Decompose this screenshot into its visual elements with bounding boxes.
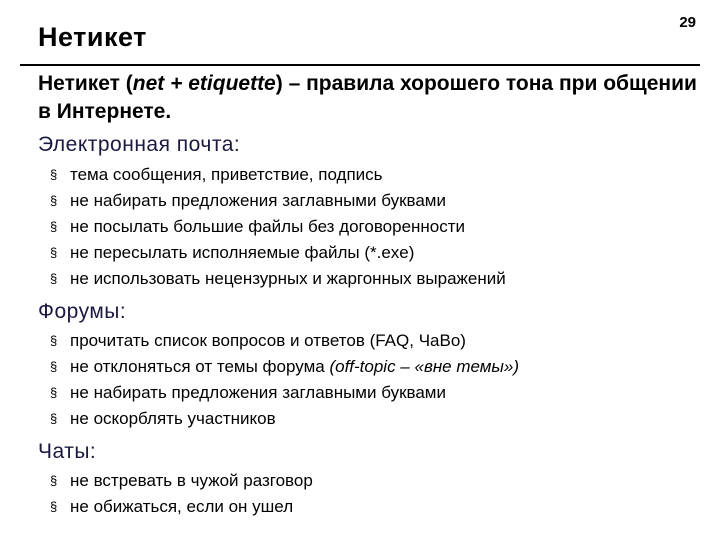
- intro-origin: net + etiquette: [132, 72, 276, 95]
- list-item: § не посылать большие файлы без договоренности: [50, 217, 466, 236]
- list-item: § не набирать предложения заглавными буквами: [50, 383, 446, 402]
- email-list: [50, 162, 506, 292]
- intro-definition: [38, 70, 698, 126]
- list-item: § не встревать в чужой разговор: [50, 471, 313, 490]
- section-sign-icon: §: [50, 473, 58, 488]
- section-sign-icon: §: [50, 167, 58, 182]
- intro-open-paren: (: [119, 72, 133, 95]
- list-item: § не пересылать исполняемые файлы (*.exe): [50, 243, 415, 262]
- section-sign-icon: §: [50, 271, 58, 286]
- section-sign-icon: §: [50, 245, 58, 260]
- email-heading: Электронная почта:: [38, 133, 241, 156]
- section-sign-icon: §: [50, 411, 58, 426]
- section-sign-icon: §: [50, 359, 58, 374]
- intro-definition-text: – правила хорошего тона при общении в Интернете.: [38, 72, 697, 123]
- forums-list: [50, 328, 519, 432]
- section-sign-icon: §: [50, 333, 58, 348]
- section-sign-icon: §: [50, 385, 58, 400]
- list-item: § не оскорблять участников: [50, 409, 276, 428]
- list-item: § не обижаться, если он ушел: [50, 497, 294, 516]
- list-item: § не отклоняться от темы форума (off-topic – «вне темы»): [50, 357, 520, 376]
- chats-heading: Чаты:: [38, 440, 97, 463]
- section-sign-icon: §: [50, 193, 58, 208]
- section-sign-icon: §: [50, 499, 58, 514]
- chats-list: [50, 468, 313, 520]
- section-sign-icon: §: [50, 219, 58, 234]
- list-item: § прочитать список вопросов и ответов (FAQ, ЧаВо): [50, 331, 466, 350]
- slide-title: Нетикет: [38, 22, 147, 52]
- intro-term: Нетикет: [38, 72, 120, 95]
- page-number: 29: [679, 14, 696, 31]
- title-divider: [20, 64, 700, 66]
- intro-close-paren: ): [275, 72, 283, 95]
- list-item: § не использовать нецензурных и жаргонных выражений: [50, 269, 506, 288]
- list-item: § не набирать предложения заглавными буквами: [50, 191, 446, 210]
- list-item: § тема сообщения, приветствие, подпись: [50, 165, 383, 184]
- forums-heading: Форумы:: [38, 300, 127, 323]
